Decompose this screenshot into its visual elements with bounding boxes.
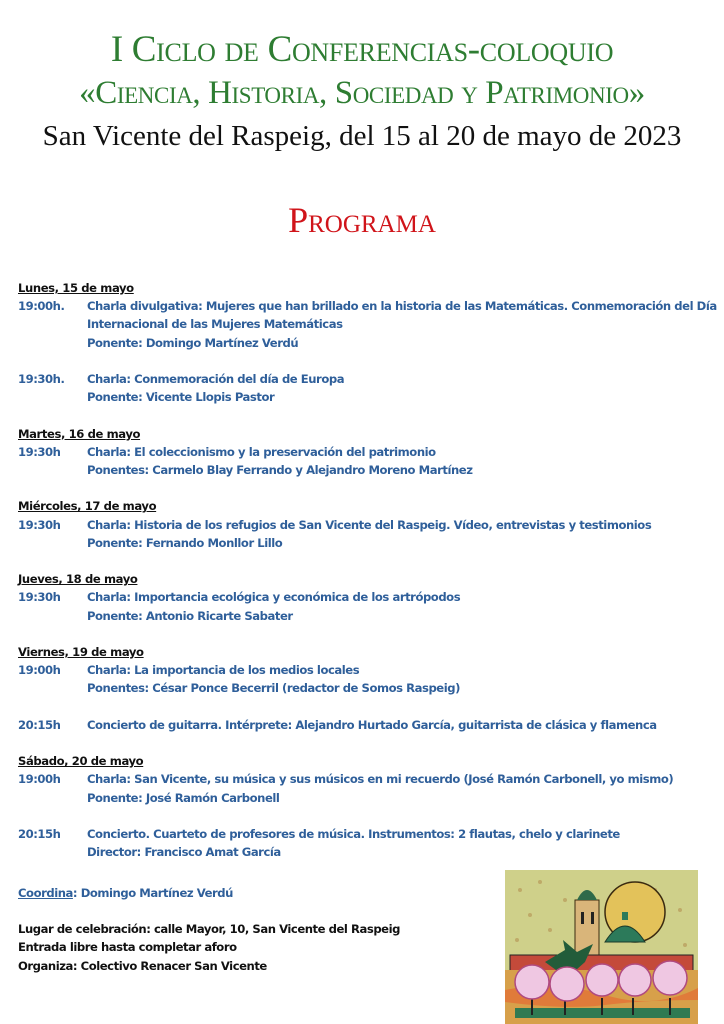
event-item (18, 716, 718, 734)
event-time: 20:15h (18, 717, 61, 732)
event-details (87, 516, 718, 552)
event-item (18, 370, 718, 406)
entry-line: Entrada libre hasta completar aforo (18, 940, 237, 955)
event-item (18, 443, 718, 479)
event-speaker: Ponente: Antonio Ricarte Sabater (87, 608, 293, 623)
event-title: Concierto de guitarra. Intérprete: Alejandro Hurtado García, guitarrista de clásica y flamenca (87, 717, 657, 732)
event-title: Charla: La importancia de los medios locales (87, 663, 360, 678)
event-item (18, 661, 718, 697)
spacer (18, 698, 718, 716)
coordinator-line (18, 884, 498, 902)
section-title: Programa (288, 200, 436, 240)
organizer-line: Organiza: Colectivo Renacer San Vicente (18, 958, 267, 973)
event-details (87, 770, 718, 806)
event-time: 19:30h. (18, 372, 65, 386)
coordinator-value: : Domingo Martínez Verdú (72, 886, 233, 900)
day-heading: Martes, 16 de mayo (18, 426, 141, 441)
event-time: 19:30h (18, 517, 61, 532)
event-details (87, 443, 718, 479)
day-heading: Miércoles, 17 de mayo (18, 499, 157, 514)
event-title: Charla: Historia de los refugios de San Vicente del Raspeig. Vídeo, entrevistas y testimonios (87, 517, 652, 532)
day-heading: Sábado, 20 de mayo (18, 754, 144, 769)
event-details (87, 716, 718, 734)
event-item (18, 516, 718, 552)
coordinator-label: Coordina (18, 886, 73, 900)
title-line-2: «Ciencia, Historia, Sociedad y Patrimonio» (79, 75, 645, 111)
spacer (18, 352, 718, 370)
subtitle: San Vicente del Raspeig, del 15 al 20 de mayo de 2023 (42, 120, 682, 152)
event-speaker: Ponente: Vicente Llopis Pastor (87, 390, 275, 405)
event-item (18, 297, 718, 352)
event-details (87, 370, 718, 406)
spacer (18, 625, 718, 643)
day-heading: Viernes, 19 de mayo (18, 644, 144, 659)
event-details (87, 825, 718, 861)
day-heading: Jueves, 18 de mayo (18, 572, 138, 587)
spacer (18, 406, 718, 424)
event-speaker: Ponente: Fernando Monllor Lillo (87, 535, 283, 550)
event-item (18, 588, 718, 624)
spacer (18, 807, 718, 825)
event-item (18, 825, 718, 861)
event-time: 20:15h (18, 826, 61, 841)
event-speaker: Ponentes: Carmelo Blay Ferrando y Alejandro Moreno Martínez (87, 463, 473, 477)
event-title: Concierto. Cuarteto de profesores de música. Instrumentos: 2 flautas, chelo y clarinete (87, 826, 620, 841)
event-time: 19:00h (18, 663, 61, 678)
event-details (87, 588, 718, 624)
spacer (18, 479, 718, 497)
event-time: 19:30h (18, 444, 61, 459)
event-time: 19:00h. (18, 299, 65, 314)
day-heading: Lunes, 15 de mayo (18, 281, 134, 295)
event-speaker: Director: Francisco Amat García (87, 845, 281, 860)
event-title: Charla: Importancia ecológica y económica de los artrópodos (87, 590, 461, 605)
event-speaker: Ponente: Domingo Martínez Verdú (87, 335, 299, 350)
event-details (87, 297, 718, 352)
event-title: Charla: El coleccionismo y la preservación del patrimonio (87, 444, 436, 459)
event-speaker: Ponentes: César Ponce Becerril (redactor de Somos Raspeig) (87, 681, 460, 696)
title-line-1: I Ciclo de Conferencias-coloquio (110, 29, 614, 70)
spacer (18, 552, 718, 570)
painting-image (505, 870, 698, 1024)
event-speaker: Ponente: José Ramón Carbonell (87, 790, 280, 805)
program-list (18, 279, 718, 861)
event-title: Charla divulgativa: Mujeres que han brillado en la historia de las Matemáticas. Conmemoración del Día Internacional de las Mujeres Matemáticas (87, 299, 717, 332)
spacer (18, 734, 718, 752)
event-details (87, 661, 718, 697)
venue-line: Lugar de celebración: calle Mayor, 10, San Vicente del Raspeig (18, 922, 400, 937)
event-time: 19:30h (18, 590, 61, 605)
event-title: Charla: San Vicente, su música y sus músicos en mi recuerdo (José Ramón Carbonell, yo mismo) (87, 772, 674, 787)
event-time: 19:00h (18, 772, 61, 787)
footer-info (18, 884, 498, 975)
event-item (18, 770, 718, 806)
painting-illustration (505, 870, 698, 1024)
event-title: Charla: Conmemoración del día de Europa (87, 372, 345, 386)
